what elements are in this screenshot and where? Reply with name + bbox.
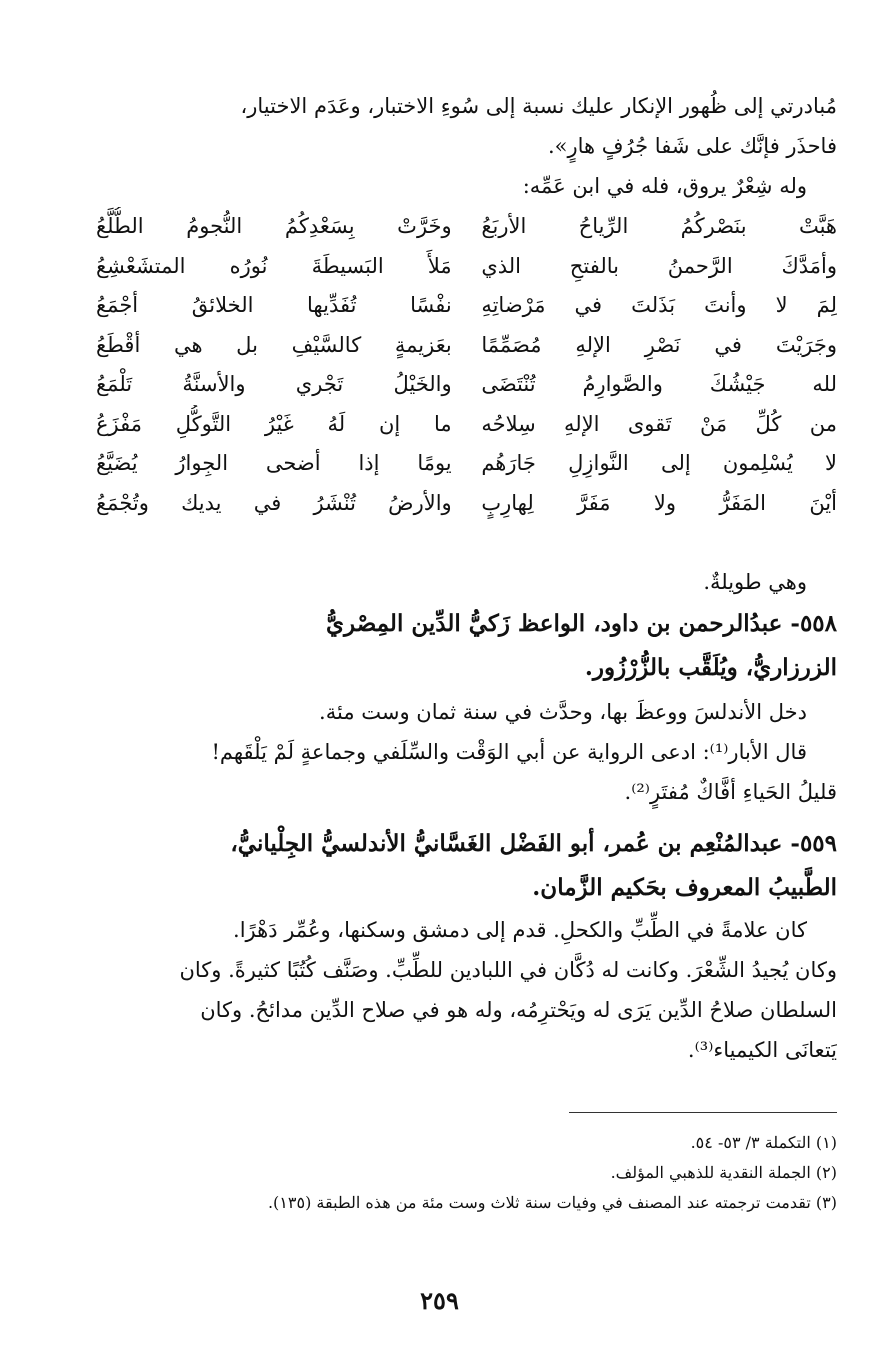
prose-line: قليلُ الحَياءِ أفَّاكٌ مُفتَرٍ⁽²⁾. (624, 780, 837, 804)
poem-verse (96, 207, 837, 247)
prose-line: السلطان صلاحُ الدِّين يَرَى له ويَحْترِمُه، وله هو في صلاح الدِّين مدائحُ. وكان (200, 998, 837, 1022)
verse-first-hemistich: من كُلِّ مَنْ تَقوى الإلهِ سِلاحُه (481, 411, 837, 436)
poem-verse (96, 326, 837, 366)
verse-first-hemistich: لا يُسْلِمون إلى النَّوازِلِ جَارَهُم (481, 451, 837, 475)
entry-558-body (96, 692, 837, 812)
prose-line: كان علامةً في الطِّبِّ والكحلِ. قدم إلى دمشق وسكنها، وعُمِّر دَهْرًا. (233, 918, 807, 942)
prose-line: مُبادرتي إلى ظُهور الإنكار عليك نسبة إلى سُوءِ الاختبار، وعَدَم الاختيار، (240, 94, 837, 118)
verse-first-hemistich: وجَرَيْتَ في نَصْرِ الإلهِ مُصَمِّمًا (481, 332, 837, 357)
poem-verse (96, 286, 837, 326)
verse-second-hemistich: وخَرَّتْ بِسَعْدِكُمُ النُّجومُ الطُّلَّعُ (96, 214, 452, 238)
poem-verse (96, 484, 837, 524)
heading-line: الطَّبيبُ المعروف بحَكيم الزَّمان. (532, 874, 837, 901)
footnotes (96, 1128, 837, 1218)
prose-line: يَتعانَى الكيمياء⁽³⁾. (687, 1038, 837, 1062)
heading-line: ٥٥٨- عبدُالرحمن بن داود، الواعظ زَكيُّ الدِّين المِصْريُّ (326, 610, 837, 637)
verse-second-hemistich: والأرضُ تُنْشَرُ في يديك وتُجْمَعُ (96, 490, 452, 515)
prose-line: وله شِعْرٌ يروق، فله في ابن عَمِّه: (522, 174, 807, 198)
verse-first-hemistich: وأمَدَّكَ الرَّحمنُ بالفتحِ الذي (481, 253, 837, 278)
entry-558-heading (96, 602, 837, 690)
verse-first-hemistich: أيْنَ المَفَرُّ ولا مَفَرَّ لِهارِبٍ (481, 490, 837, 515)
verse-second-hemistich: بعَزيمةٍ كالسَّيْفِ بل هي أقْطَعُ (96, 332, 452, 357)
footnote: (٢) الجملة النقدية للذهبي المؤلف. (610, 1163, 837, 1182)
prose-line: فاحذَر فإنَّك على شَفا جُرُفٍ هارٍ». (547, 134, 837, 158)
poem-verse (96, 405, 837, 445)
verse-second-hemistich: يومًا إذا أضحى الجِوارُ يُضَيَّعُ (96, 451, 452, 475)
poem-verse (96, 247, 837, 287)
prose-line: وكان يُجيدُ الشِّعْرَ. وكانت له دُكَّان في اللبادين للطِّبِّ. وصَنَّف كُتُبًا كثيرةً. وكان (179, 958, 837, 982)
entry-559-body (96, 910, 837, 1070)
poem-verse (96, 365, 837, 405)
verse-second-hemistich: ما إن لَهُ غَيْرُ التَّوكُّلِ مَفْزَعُ (96, 411, 452, 436)
footnote: (١) التكملة ٣/ ٥٣- ٥٤. (690, 1133, 837, 1152)
verse-first-hemistich: لِمَ لا وأنتَ بَذَلتَ في مَرْضاتِهِ (481, 293, 837, 317)
poem (96, 207, 837, 523)
verse-second-hemistich: نفْسًا تُفَدِّيها الخلائقُ أجْمَعُ (96, 293, 452, 317)
page-number: ٢٥٩ (420, 1286, 459, 1315)
heading-line: الزرزاريُّ، ويُلَقَّب بالزُّرْزُور. (584, 654, 837, 681)
entry-559-heading (96, 822, 837, 910)
heading-line: ٥٥٩- عبدالمُنْعِم بن عُمر، أبو الفَضْل الغَسَّانيُّ الأندلسيُّ الجِلْيانيُّ، (230, 830, 837, 857)
poem-verse (96, 444, 837, 484)
footnote: (٣) تقدمت ترجمته عند المصنف في وفيات سنة ثلاث وست مئة من هذه الطبقة (١٣٥). (267, 1193, 837, 1212)
intro-prose (96, 86, 837, 206)
prose-line: وهي طويلةٌ. (703, 570, 807, 594)
verse-second-hemistich: والخَيْلُ تَجْري والأسنَّةُ تَلْمَعُ (96, 372, 452, 396)
verse-first-hemistich: هَبَّتْ بنَصْركُمُ الرِّياحُ الأربَعُ (481, 214, 837, 238)
poem-note (96, 562, 837, 602)
verse-second-hemistich: مَلأَ البَسيطَةَ نُورُه المتشَعْشِعُ (96, 253, 452, 278)
verse-first-hemistich: لله جَيْشُكَ والصَّوارِمُ تُنْتَضَى (481, 372, 837, 396)
footnote-divider (569, 1112, 837, 1113)
prose-line: قال الأبار⁽¹⁾: ادعى الرواية عن أبي الوَقْت والسِّلَفي وجماعةٍ لَمْ يَلْقَهم! (211, 740, 807, 764)
prose-line: دخل الأندلسَ ووعظَ بها، وحدَّث في سنة ثمان وست مئة. (319, 700, 807, 724)
